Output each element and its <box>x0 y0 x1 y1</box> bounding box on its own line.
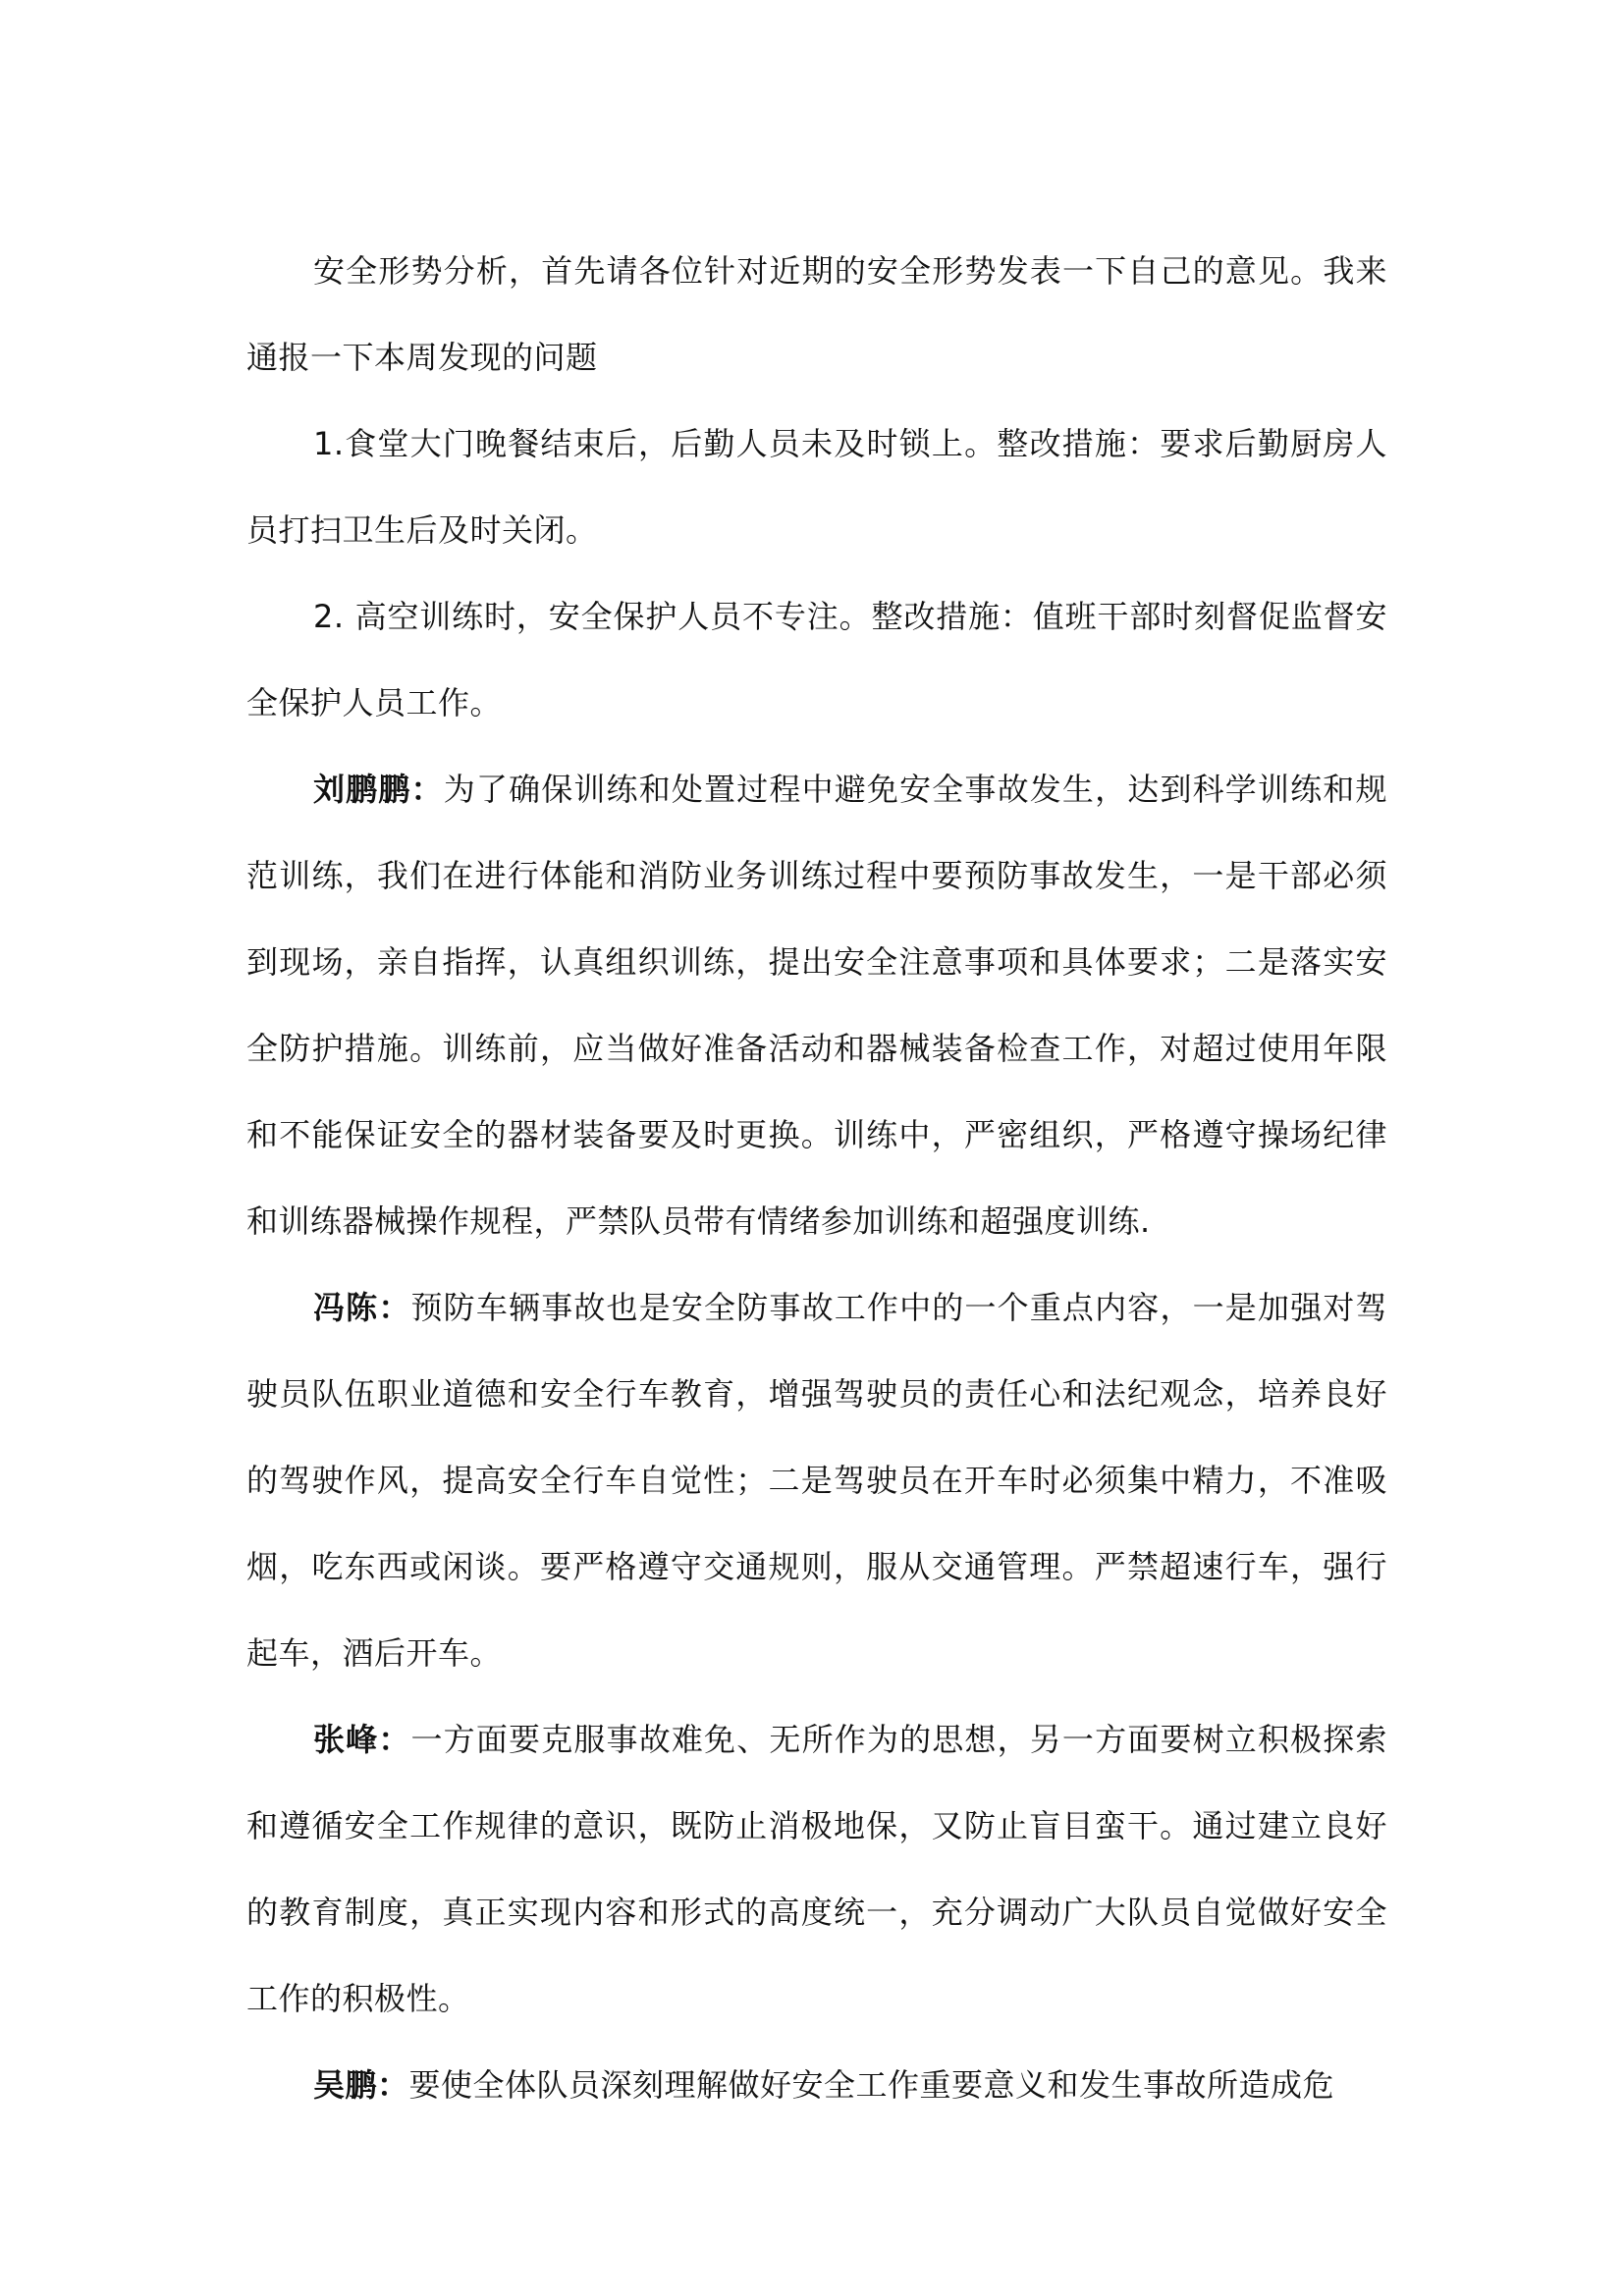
paragraph-text: 2. 高空训练时，安全保护人员不专注。整改措施：值班干部时刻督促监督安全保护人员工作。 <box>246 598 1387 721</box>
paragraph-issue-1 <box>246 400 1387 573</box>
paragraph-safety-analysis <box>246 228 1387 400</box>
paragraph-text: 安全形势分析，首先请各位针对近期的安全形势发表一下自己的意见。我来通报一下本周发现的问题 <box>246 252 1387 376</box>
speaker-name: 张峰： <box>313 1721 411 1758</box>
paragraph-text: 预防车辆事故也是安全防事故工作中的一个重点内容，一是加强对驾驶员队伍职业道德和安全行车教育，增强驾驶员的责任心和法纪观念，培养良好的驾驶作风，提高安全行车自觉性；二是驾驶员在开车时必须集中精力，不准吸烟，吃东西或闲谈。要严格遵守交通规则，服从交通管理。严禁超速行车，强行起车，酒后开车。 <box>246 1289 1387 1672</box>
paragraph-wu-peng <box>246 2042 1387 2128</box>
paragraph-liu-pengpeng <box>246 746 1387 1264</box>
paragraph-text: 为了确保训练和处置过程中避免安全事故发生，达到科学训练和规范训练，我们在进行体能和消防业务训练过程中要预防事故发生，一是干部必须到现场，亲自指挥，认真组织训练，提出安全注意事项和具体要求；二是落实安全防护措施。训练前，应当做好准备活动和器械装备检查工作，对超过使用年限和不能保证安全的器材装备要及时更换。训练中，严密组织，严格遵守操场纪律和训练器械操作规程，严禁队员带有情绪参加训练和超强度训练. <box>246 771 1387 1240</box>
speaker-name: 吴鹏： <box>313 2066 409 2104</box>
paragraph-text: 一方面要克服事故难免、无所作为的思想，另一方面要树立积极探索和遵循安全工作规律的意识，既防止消极地保，又防止盲目蛮干。通过建立良好的教育制度，真正实现内容和形式的高度统一，充分调动广大队员自觉做好安全工作的积极性。 <box>246 1721 1387 2017</box>
document-page <box>246 228 1387 2128</box>
paragraph-issue-2 <box>246 573 1387 746</box>
speaker-name: 冯陈： <box>313 1289 411 1326</box>
paragraph-text: 1.食堂大门晚餐结束后，后勤人员未及时锁上。整改措施：要求后勤厨房人员打扫卫生后及时关闭。 <box>246 425 1387 549</box>
speaker-name: 刘鹏鹏： <box>313 771 444 808</box>
paragraph-zhang-feng <box>246 1696 1387 2042</box>
paragraph-text: 要使全体队员深刻理解做好安全工作重要意义和发生事故所造成危 <box>408 2066 1335 2104</box>
paragraph-feng-chen <box>246 1264 1387 1696</box>
